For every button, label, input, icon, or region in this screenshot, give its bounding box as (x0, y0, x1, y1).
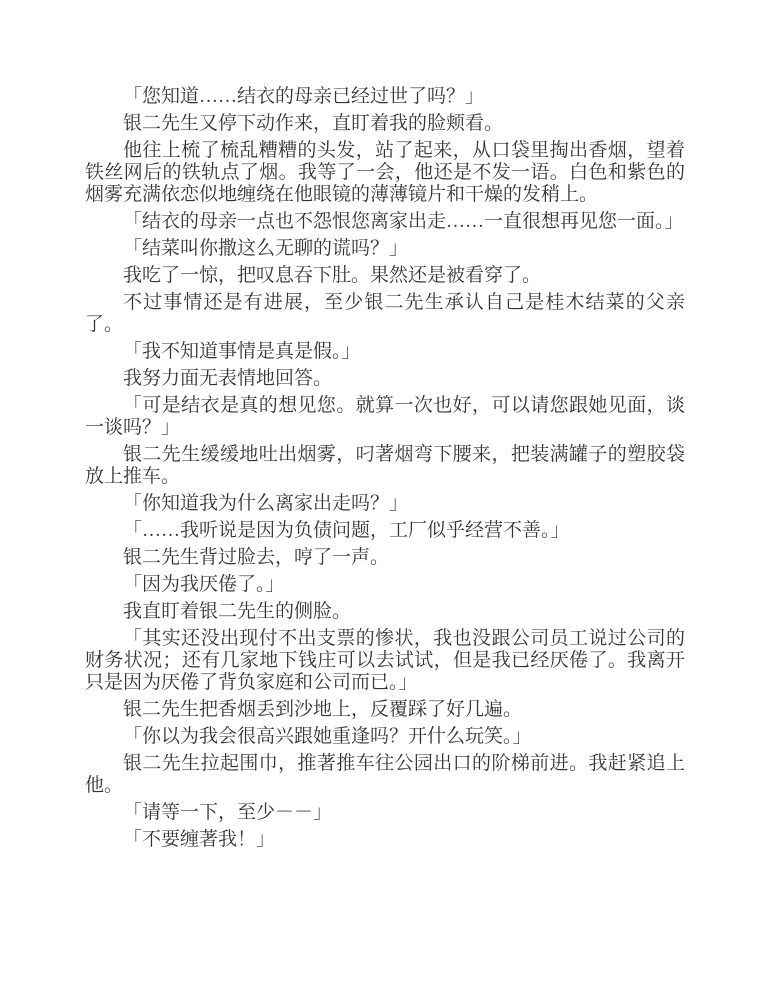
paragraph: 我努力面无表情地回答。 (123, 368, 333, 389)
paragraph: 「因为我厌倦了。」 (123, 574, 285, 595)
paragraph: 「可是结衣是真的想见您。就算一次也好，可以请您跟她见面，谈一谈吗？」 (85, 395, 685, 438)
paragraph: 「你以为我会很高兴跟她重逢吗？开什么玩笑。」 (123, 726, 532, 747)
paragraph: 「其实还没出现付不出支票的惨状，我也没跟公司员工说过公司的财务状况；还有几家地下钱庄可以去试试，但是我已经厌倦了。我离开只是因为厌倦了背负家庭和公司而已。」 (85, 628, 685, 693)
paragraph: 「我不知道事情是真是假。」 (123, 341, 361, 362)
paragraph: 银二先生背过脸去，哼了一声。 (123, 547, 390, 568)
paragraph: 银二先生拉起围巾，推著推车往公园出口的阶梯前进。我赶紧追上他。 (85, 753, 685, 796)
paragraph: 「不要缠著我！」 (123, 829, 276, 850)
paragraph: 我吃了一惊，把叹息吞下肚。果然还是被看穿了。 (123, 265, 542, 286)
page-text-block (85, 86, 685, 856)
paragraph: 「结菜叫你撒这么无聊的谎吗？」 (123, 238, 409, 259)
paragraph: 「请等一下，至少－－」 (123, 802, 333, 823)
paragraph: 他往上梳了梳乱糟糟的头发，站了起来，从口袋里掏出香烟，望着铁丝网后的铁轨点了烟。我等了一会，他还是不发一语。白色和紫色的烟雾充满依恋似地缠绕在他眼镜的薄薄镜片和干燥的发稍上。 (85, 140, 685, 205)
paragraph: 我直盯着银二先生的侧脸。 (123, 601, 352, 622)
paragraph: 「您知道……结衣的母亲已经过世了吗？」 (123, 86, 485, 107)
paragraph: 「结衣的母亲一点也不怨恨您离家出走……一直很想再见您一面。」 (123, 211, 684, 232)
paragraph: 银二先生又停下动作来，直盯着我的脸颊看。 (123, 113, 504, 134)
paragraph: 不过事情还是有进展，至少银二先生承认自己是桂木结菜的父亲了。 (85, 292, 685, 335)
paragraph: 银二先生把香烟丢到沙地上，反覆踩了好几遍。 (123, 699, 523, 720)
paragraph: 「……我听说是因为负债问题，工厂似乎经营不善。」 (123, 520, 570, 541)
paragraph: 「你知道我为什么离家出走吗？」 (123, 493, 409, 514)
paragraph: 银二先生缓缓地吐出烟雾，叼著烟弯下腰来，把装满罐子的塑胶袋放上推车。 (85, 444, 685, 487)
